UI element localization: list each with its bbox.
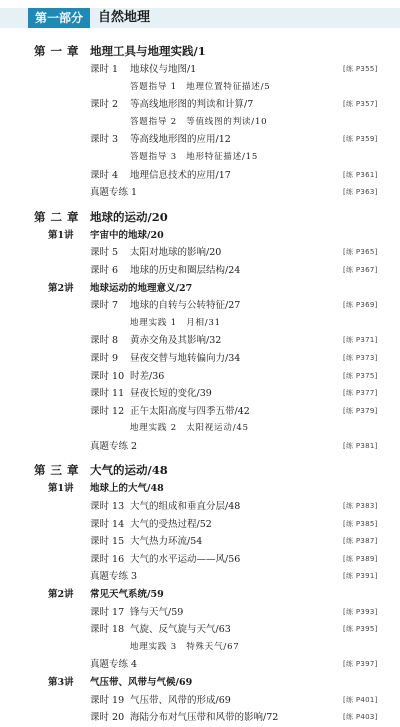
practice-page-ref: [练 P359]: [343, 135, 378, 144]
lesson-title: 气旋、反气旋与天气/63: [130, 624, 231, 636]
lecture-label: 第2讲: [48, 589, 74, 601]
practice-page-ref: [练 P375]: [343, 371, 378, 380]
toc-lesson-row[interactable]: [0, 604, 400, 622]
lesson-title: 时差/36: [130, 370, 165, 382]
toc-lecture-row[interactable]: [0, 227, 400, 245]
toc-lesson-row[interactable]: [0, 692, 400, 710]
practice-page-ref: [练 P377]: [343, 389, 378, 398]
lecture-label: 第1讲: [48, 229, 74, 241]
toc-lesson-row[interactable]: [0, 709, 400, 727]
practice-page-ref: [练 P397]: [343, 660, 378, 669]
toc-plain-row[interactable]: [0, 656, 400, 674]
lesson-title: 地球仪与地图/1: [130, 64, 197, 75]
lesson-title: 昼夜交替与地转偏向力/34: [130, 352, 241, 364]
practice-page-ref: [练 P391]: [343, 572, 378, 581]
lesson-label: 课时 7: [90, 300, 119, 312]
practice-page-ref: [练 P403]: [343, 713, 378, 722]
lesson-title: 太阳对地球的影响/20: [130, 247, 222, 259]
toc-sub-row[interactable]: [0, 639, 400, 657]
lesson-label: 课时 5: [90, 247, 119, 259]
lesson-label: 课时 19: [90, 694, 125, 706]
lesson-title: 昼夜长短的变化/39: [130, 388, 212, 400]
lecture-label: 第1讲: [48, 483, 74, 495]
toc-lesson-row[interactable]: [0, 385, 400, 403]
lecture-title: 地球运动的地理意义/27: [90, 282, 193, 294]
lesson-label: 课时 1: [90, 64, 119, 75]
toc-lesson-row[interactable]: [0, 244, 400, 262]
practice-page-ref: [练 P357]: [343, 100, 378, 109]
toc-lesson-row[interactable]: [0, 551, 400, 569]
toc-sub-row[interactable]: [0, 149, 400, 167]
practice-page-ref: [练 P395]: [343, 625, 378, 634]
toc-lesson-row[interactable]: [0, 368, 400, 386]
toc-sub-row[interactable]: [0, 420, 400, 438]
practice-page-ref: [练 P363]: [343, 188, 378, 197]
lesson-title: 海陆分布对气压带和风带的影响/72: [130, 712, 279, 724]
lesson-label: 课时 4: [90, 169, 119, 181]
lesson-title: 大气的组成和垂直分层/48: [130, 501, 241, 513]
lecture-title: 气压带、风带与气候/69: [90, 677, 193, 688]
review-title: 真题专练 1: [90, 187, 138, 199]
toc-lesson-row[interactable]: [0, 498, 400, 516]
practice-page-ref: [练 P365]: [343, 248, 378, 257]
chapter-label: 第 二 章: [34, 209, 80, 224]
sub-item-title: 答题指导 3 地形特征描述/15: [130, 151, 259, 162]
toc-plain-row[interactable]: [0, 568, 400, 586]
lesson-label: 课时 8: [90, 335, 119, 347]
review-title: 真题专练 3: [90, 571, 138, 583]
part-label: 第一部分: [28, 8, 90, 28]
sub-item-title: 地理实践 1 月相/31: [130, 317, 221, 328]
toc-lecture-row[interactable]: [0, 586, 400, 604]
lesson-label: 课时 13: [90, 501, 125, 513]
practice-page-ref: [练 P355]: [343, 65, 378, 73]
table-of-contents: [0, 40, 400, 727]
sub-item-title: 地理实践 2 太阳视运动/45: [130, 423, 249, 434]
toc-lesson-row[interactable]: [0, 516, 400, 534]
sub-item-title: 答题指导 1 地理位置特征描述/5: [130, 81, 271, 92]
part-title: 自然地理: [98, 10, 151, 25]
lesson-title: 地理信息技术的应用/17: [130, 169, 231, 181]
review-title: 真题专练 4: [90, 659, 138, 671]
toc-chapter-row[interactable]: [0, 40, 400, 61]
lesson-label: 课时 3: [90, 134, 119, 146]
lecture-title: 常见天气系统/59: [90, 589, 164, 601]
practice-page-ref: [练 P393]: [343, 607, 378, 616]
lesson-label: 课时 20: [90, 712, 125, 724]
toc-lesson-row[interactable]: [0, 297, 400, 315]
toc-chapter-row[interactable]: [0, 206, 400, 227]
lesson-label: 课时 16: [90, 553, 125, 565]
lesson-title: 等高线地形图的应用/12: [130, 134, 231, 146]
lesson-title: 等高线地形图的判读和计算/7: [130, 99, 254, 111]
lesson-label: 课时 15: [90, 536, 125, 548]
practice-page-ref: [练 P389]: [343, 554, 378, 563]
lesson-label: 课时 11: [90, 388, 125, 400]
practice-page-ref: [练 P379]: [343, 406, 378, 415]
toc-lesson-row[interactable]: [0, 167, 400, 185]
lesson-title: 正午太阳高度与四季五带/42: [130, 405, 250, 417]
lesson-title: 黄赤交角及其影响/32: [130, 335, 222, 347]
lecture-title: 地球上的大气/48: [90, 483, 164, 495]
lesson-label: 课时 18: [90, 624, 125, 636]
lecture-label: 第2讲: [48, 282, 74, 294]
toc-lesson-row[interactable]: [0, 96, 400, 114]
toc-sub-row[interactable]: [0, 79, 400, 97]
practice-page-ref: [练 P373]: [343, 353, 378, 362]
practice-page-ref: [练 P381]: [343, 441, 378, 450]
practice-page-ref: [练 P369]: [343, 301, 378, 310]
review-title: 真题专练 2: [90, 440, 138, 452]
toc-lecture-row[interactable]: [0, 674, 400, 692]
chapter-title: 地理工具与地理实践/1: [90, 44, 206, 58]
lesson-label: 课时 17: [90, 606, 125, 618]
toc-lecture-row[interactable]: [0, 480, 400, 498]
lesson-title: 锋与天气/59: [130, 606, 184, 618]
lesson-label: 课时 2: [90, 99, 119, 111]
chapter-label: 第 一 章: [34, 44, 80, 58]
lesson-title: 大气热力环流/54: [130, 536, 203, 548]
chapter-title: 大气的运动/48: [90, 463, 168, 478]
toc-plain-row[interactable]: [0, 438, 400, 456]
toc-lesson-row[interactable]: [0, 533, 400, 551]
practice-page-ref: [练 P385]: [343, 519, 378, 528]
practice-page-ref: [练 P383]: [343, 502, 378, 511]
practice-page-ref: [练 P361]: [343, 170, 378, 179]
part-header: [0, 0, 400, 34]
toc-lesson-row[interactable]: [0, 332, 400, 350]
toc-lesson-row[interactable]: [0, 350, 400, 368]
chapter-title: 地球的运动/20: [90, 209, 168, 224]
lecture-title: 宇宙中的地球/20: [90, 229, 164, 241]
lesson-title: 大气的水平运动——风/56: [130, 553, 241, 565]
lesson-label: 课时 14: [90, 518, 125, 530]
toc-lesson-row[interactable]: [0, 262, 400, 280]
practice-page-ref: [练 P367]: [343, 265, 378, 274]
toc-lesson-row[interactable]: [0, 621, 400, 639]
toc-sub-row[interactable]: [0, 114, 400, 132]
chapter-label: 第 三 章: [34, 463, 80, 478]
lesson-title: 气压带、风带的形成/69: [130, 694, 231, 706]
toc-lesson-row[interactable]: [0, 61, 400, 79]
lesson-label: 课时 10: [90, 370, 125, 382]
practice-page-ref: [练 P387]: [343, 537, 378, 546]
practice-page-ref: [练 P401]: [343, 695, 378, 704]
lesson-label: 课时 9: [90, 352, 119, 364]
lesson-label: 课时 6: [90, 264, 119, 276]
lesson-title: 大气的受热过程/52: [130, 518, 212, 530]
lesson-label: 课时 12: [90, 405, 125, 417]
toc-lecture-row[interactable]: [0, 280, 400, 298]
sub-item-title: 地理实践 3 特殊天气/67: [130, 641, 240, 652]
lecture-label: 第3讲: [48, 677, 74, 688]
toc-plain-row[interactable]: [0, 184, 400, 202]
toc-chapter-row[interactable]: [0, 459, 400, 480]
lesson-title: 地球的自转与公转特征/27: [130, 300, 241, 312]
toc-lesson-row[interactable]: [0, 403, 400, 421]
toc-lesson-row[interactable]: [0, 131, 400, 149]
toc-sub-row[interactable]: [0, 315, 400, 333]
sub-item-title: 答题指导 2 等值线图的判读/10: [130, 116, 268, 127]
lesson-title: 地球的历史和圈层结构/24: [130, 264, 241, 276]
practice-page-ref: [练 P371]: [343, 336, 378, 345]
